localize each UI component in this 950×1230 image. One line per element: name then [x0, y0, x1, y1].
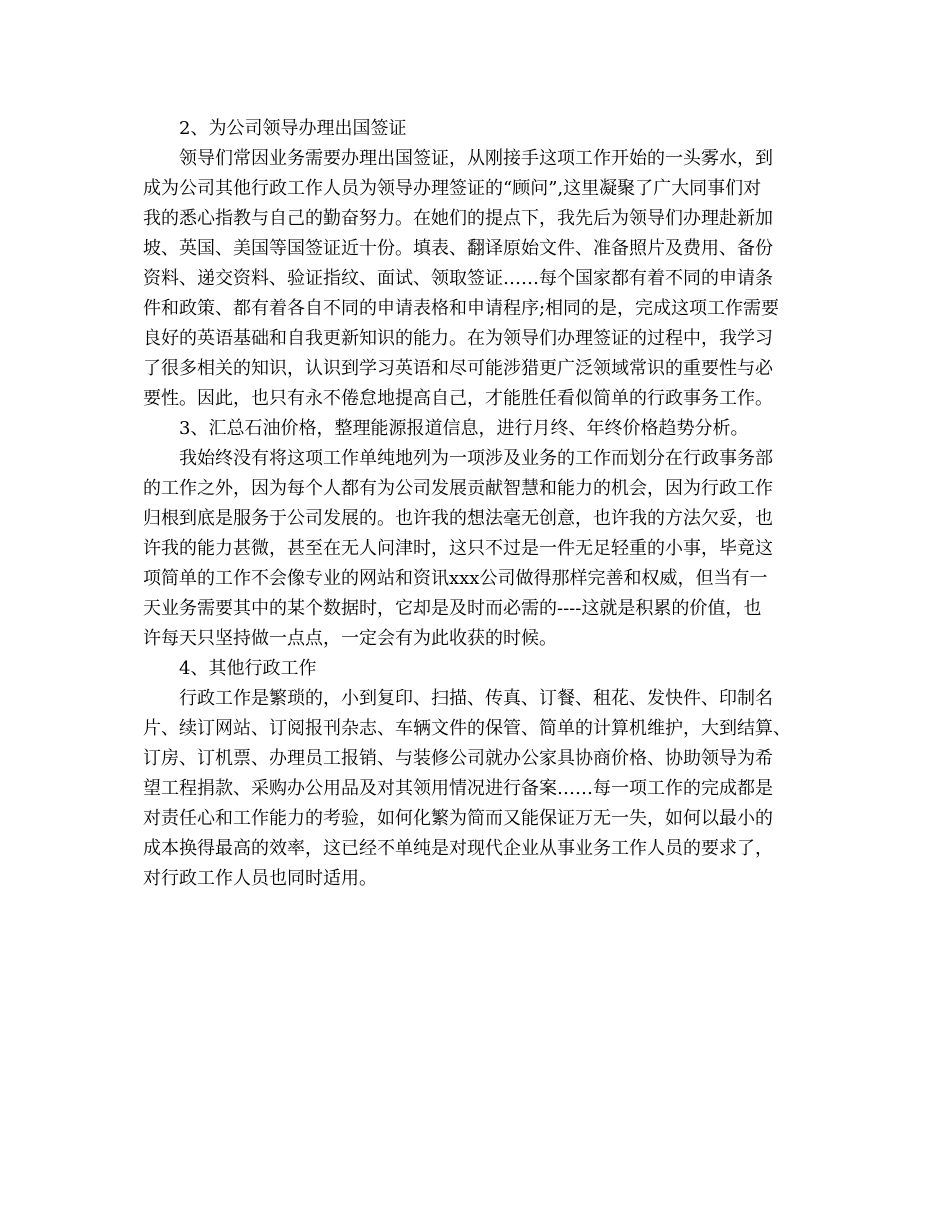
text-line: 领导们常因业务需要办理出国签证，从刚接手这项工作开始的一头雾水，到	[179, 148, 773, 169]
text-line: 天业务需要其中的某个数据时，它却是及时而必需的----这就是积累的价值，也	[143, 598, 762, 619]
text-line: 行政工作是繁琐的，小到复印、扫描、传真、订餐、租花、发快件、印制名	[179, 688, 773, 709]
text-line: 成为公司其他行政工作人员为领导办理签证的“顾问”,这里凝聚了广大同事们对	[143, 178, 762, 199]
text-line: 3、汇总石油价格，整理能源报道信息，进行月终、年终价格趋势分析。	[179, 418, 749, 439]
text-line: 我始终没有将这项工作单纯地列为一项涉及业务的工作而划分在行政事务部	[179, 448, 773, 469]
text-line: 成本换得最高的效率，这已经不单纯是对现代企业从事业务工作人员的要求了，	[143, 838, 773, 859]
text-line: 良好的英语基础和自我更新知识的能力。在为领导们办理签证的过程中，我学习	[143, 328, 773, 349]
text-line: 资料、递交资料、验证指纹、面试、领取签证……每个国家都有着不同的申请条	[143, 268, 773, 289]
text-line: 许我的能力甚微，甚至在无人问津时，这只不过是一件无足轻重的小事，毕竟这	[143, 538, 773, 559]
text-line: 对责任心和工作能力的考验，如何化繁为简而又能保证万无一失，如何以最小的	[143, 808, 773, 829]
text-line: 项简单的工作不会像专业的网站和资讯xxx公司做得那样完善和权威，但当有一	[143, 568, 768, 589]
text-line: 的工作之外，因为每个人都有为公司发展贡献智慧和能力的机会，因为行政工作	[143, 478, 773, 499]
text-line: 望工程捐款、采购办公用品及对其领用情况进行备案……每一项工作的完成都是	[143, 778, 773, 799]
text-line: 了很多相关的知识，认识到学习英语和尽可能涉猎更广泛领域常识的重要性与必	[143, 358, 773, 379]
text-line: 归根到底是服务于公司发展的。也许我的想法毫无创意，也许我的方法欠妥，也	[143, 508, 773, 529]
text-line: 片、续订网站、订阅报刊杂志、车辆文件的保管、简单的计算机维护，大到结算、	[143, 718, 791, 739]
text-line: 许每天只坚持做一点点，一定会有为此收获的时候。	[143, 628, 557, 649]
text-line: 件和政策、都有着各自不同的申请表格和申请程序;相同的是，完成这项工作需要	[143, 298, 780, 319]
text-line: 2、为公司领导办理出国签证	[179, 118, 407, 139]
text-line: 我的悉心指教与自己的勤奋努力。在她们的提点下，我先后为领导们办理赴新加	[143, 208, 773, 229]
text-line: 订房、订机票、办理员工报销、与装修公司就办公家具协商价格、协助领导为希	[143, 748, 773, 769]
document-page	[143, 114, 808, 894]
text-line: 要性。因此，也只有永不倦怠地提高自己，才能胜任看似简单的行政事务工作。	[143, 388, 773, 409]
text-line: 4、其他行政工作	[179, 658, 317, 679]
text-line: 坡、英国、美国等国签证近十份。填表、翻译原始文件、准备照片及费用、备份	[143, 238, 773, 259]
text-line: 对行政工作人员也同时适用。	[143, 868, 377, 889]
